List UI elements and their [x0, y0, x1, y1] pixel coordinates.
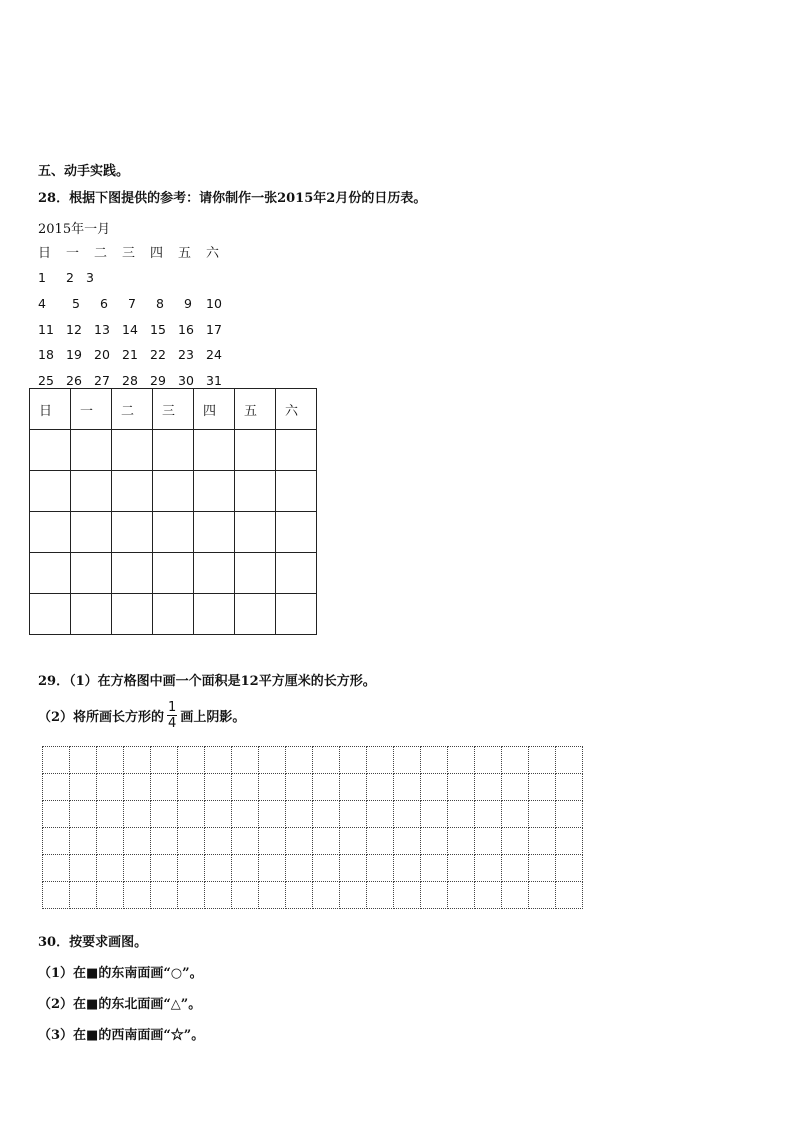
grid-cell [286, 747, 313, 774]
grid-cell [475, 855, 502, 882]
reference-day: 10 [206, 296, 222, 311]
reference-day: 31 [206, 373, 222, 388]
grid-cell [448, 828, 475, 855]
calendar-blank-cell [112, 594, 153, 635]
fraction-numerator: 1 [168, 699, 177, 715]
reference-day: 17 [206, 322, 222, 337]
calendar-blank-cell [112, 553, 153, 594]
reference-day: 23 [178, 347, 194, 362]
question-29-part2-after: 画上阴影。 [180, 709, 246, 725]
grid-cell [394, 747, 421, 774]
reference-day: 26 [66, 373, 82, 388]
grid-cell [475, 828, 502, 855]
grid-cell [394, 801, 421, 828]
reference-day: 8 [156, 296, 164, 311]
calendar-blank-cell [153, 471, 194, 512]
blank-calendar-table [29, 388, 317, 635]
grid-cell [529, 855, 556, 882]
grid-cell [448, 774, 475, 801]
reference-day: 15 [150, 322, 166, 337]
grid-cell [151, 855, 178, 882]
grid-cell [313, 801, 340, 828]
grid-cell [43, 855, 70, 882]
calendar-blank-cell [112, 430, 153, 471]
grid-cell [475, 747, 502, 774]
grid-cell [421, 855, 448, 882]
calendar-weekday-header: 六 [276, 389, 317, 430]
grid-cell [340, 828, 367, 855]
calendar-blank-cell [276, 512, 317, 553]
calendar-blank-row [30, 430, 317, 471]
grid-cell [259, 882, 286, 909]
reference-day: 13 [94, 322, 110, 337]
grid-cell [43, 801, 70, 828]
grid-cell [421, 747, 448, 774]
grid-cell [340, 882, 367, 909]
reference-day: 3 [86, 270, 94, 285]
grid-cell [124, 801, 151, 828]
grid-row [43, 882, 583, 909]
grid-cell [394, 774, 421, 801]
calendar-blank-cell [235, 553, 276, 594]
section-title: 五、动手实践。 [38, 164, 130, 179]
calendar-blank-cell [153, 594, 194, 635]
reference-weekday: 三 [122, 246, 136, 261]
calendar-blank-cell [194, 553, 235, 594]
calendar-weekday-header: 四 [194, 389, 235, 430]
question-29-part2 [38, 695, 245, 735]
reference-day: 5 [72, 296, 80, 311]
reference-day: 19 [66, 347, 82, 362]
grid-cell [448, 882, 475, 909]
reference-weekday: 五 [178, 246, 192, 261]
reference-day: 27 [94, 373, 110, 388]
reference-day: 30 [178, 373, 194, 388]
reference-day: 29 [150, 373, 166, 388]
calendar-blank-cell [194, 471, 235, 512]
grid-cell [286, 801, 313, 828]
reference-day: 9 [184, 296, 192, 311]
grid-row [43, 801, 583, 828]
grid-cell [70, 801, 97, 828]
fraction-one-quarter [167, 700, 177, 731]
grid-cell [286, 855, 313, 882]
grid-cell [178, 882, 205, 909]
grid-cell [259, 747, 286, 774]
square-grid [42, 746, 583, 909]
grid-cell [151, 828, 178, 855]
grid-cell [502, 882, 529, 909]
grid-cell [205, 855, 232, 882]
calendar-blank-cell [30, 471, 71, 512]
grid-cell [556, 774, 583, 801]
grid-cell [340, 855, 367, 882]
calendar-weekday-header: 五 [235, 389, 276, 430]
grid-cell [340, 801, 367, 828]
grid-cell [124, 747, 151, 774]
calendar-blank-cell [235, 430, 276, 471]
grid-cell [556, 882, 583, 909]
calendar-weekday-header: 二 [112, 389, 153, 430]
reference-day: 16 [178, 322, 194, 337]
calendar-blank-cell [235, 512, 276, 553]
grid-cell [205, 882, 232, 909]
grid-cell [529, 801, 556, 828]
grid-cell [529, 774, 556, 801]
question-30-item-2: （2）在■的东北面画“△”。 [38, 997, 202, 1012]
grid-cell [529, 747, 556, 774]
grid-cell [421, 801, 448, 828]
grid-cell [556, 828, 583, 855]
grid-cell [556, 747, 583, 774]
calendar-blank-cell [276, 594, 317, 635]
grid-cell [70, 774, 97, 801]
grid-cell [556, 801, 583, 828]
calendar-blank-row [30, 471, 317, 512]
grid-cell [151, 801, 178, 828]
calendar-blank-cell [276, 430, 317, 471]
grid-cell [70, 882, 97, 909]
grid-cell [367, 801, 394, 828]
grid-cell [70, 855, 97, 882]
reference-calendar-title: 2015年一月 [38, 222, 111, 237]
reference-day: 2 [66, 270, 74, 285]
grid-cell [97, 774, 124, 801]
grid-cell [313, 855, 340, 882]
calendar-blank-cell [30, 512, 71, 553]
grid-cell [502, 747, 529, 774]
calendar-blank-cell [194, 430, 235, 471]
grid-cell [43, 774, 70, 801]
grid-cell [502, 828, 529, 855]
grid-cell [97, 855, 124, 882]
grid-cell [394, 828, 421, 855]
calendar-blank-cell [30, 430, 71, 471]
calendar-blank-row [30, 512, 317, 553]
grid-cell [232, 747, 259, 774]
grid-cell [70, 828, 97, 855]
fraction-denominator: 4 [168, 715, 177, 731]
grid-cell [124, 855, 151, 882]
grid-cell [529, 828, 556, 855]
grid-cell [340, 774, 367, 801]
grid-cell [97, 747, 124, 774]
calendar-blank-cell [276, 471, 317, 512]
calendar-blank-cell [235, 594, 276, 635]
calendar-header-row [30, 389, 317, 430]
reference-day: 14 [122, 322, 138, 337]
grid-cell [286, 882, 313, 909]
grid-cell [556, 855, 583, 882]
grid-cell [124, 882, 151, 909]
grid-cell [475, 801, 502, 828]
grid-cell [313, 882, 340, 909]
grid-cell [448, 855, 475, 882]
reference-day: 12 [66, 322, 82, 337]
calendar-blank-cell [71, 594, 112, 635]
question-30-item-3: （3）在■的西南面画“☆”。 [38, 1028, 205, 1043]
grid-cell [97, 801, 124, 828]
grid-cell [367, 774, 394, 801]
reference-day: 24 [206, 347, 222, 362]
grid-cell [286, 774, 313, 801]
grid-cell [205, 774, 232, 801]
reference-day: 28 [122, 373, 138, 388]
grid-cell [475, 882, 502, 909]
calendar-blank-cell [235, 471, 276, 512]
reference-day: 20 [94, 347, 110, 362]
grid-cell [43, 828, 70, 855]
question-28-text: 28．根据下图提供的参考：请你制作一张2015年2月份的日历表。 [38, 191, 427, 206]
reference-day: 1 [38, 270, 46, 285]
grid-cell [394, 882, 421, 909]
reference-weekday: 日 [38, 246, 52, 261]
square-grid-body [43, 747, 583, 909]
grid-cell [286, 828, 313, 855]
grid-cell [448, 801, 475, 828]
question-29-part1: 29．（1）在方格图中画一个面积是12平方厘米的长方形。 [38, 674, 376, 689]
grid-cell [232, 828, 259, 855]
grid-cell [502, 801, 529, 828]
grid-row [43, 747, 583, 774]
grid-cell [232, 774, 259, 801]
reference-weekday: 四 [150, 246, 164, 261]
calendar-blank-cell [30, 594, 71, 635]
grid-cell [313, 747, 340, 774]
grid-cell [259, 828, 286, 855]
grid-cell [151, 882, 178, 909]
reference-weekday: 二 [94, 246, 108, 261]
calendar-blank-cell [71, 512, 112, 553]
grid-cell [70, 747, 97, 774]
question-30-item-1: （1）在■的东南面画“○”。 [38, 966, 203, 981]
reference-weekday: 六 [206, 246, 220, 261]
grid-cell [367, 747, 394, 774]
grid-cell [232, 801, 259, 828]
reference-day: 11 [38, 322, 54, 337]
grid-cell [97, 828, 124, 855]
reference-weekday: 一 [66, 246, 80, 261]
reference-day: 6 [100, 296, 108, 311]
calendar-blank-cell [71, 553, 112, 594]
grid-cell [178, 828, 205, 855]
grid-cell [97, 882, 124, 909]
calendar-blank-cell [153, 430, 194, 471]
grid-cell [178, 747, 205, 774]
calendar-blank-row [30, 553, 317, 594]
grid-cell [421, 774, 448, 801]
grid-cell [259, 855, 286, 882]
reference-day: 18 [38, 347, 54, 362]
calendar-blank-cell [30, 553, 71, 594]
calendar-blank-cell [71, 471, 112, 512]
question-30-title: 30．按要求画图。 [38, 935, 148, 950]
grid-cell [394, 855, 421, 882]
grid-cell [205, 801, 232, 828]
reference-day: 4 [38, 296, 46, 311]
calendar-weekday-header: 一 [71, 389, 112, 430]
grid-cell [529, 882, 556, 909]
calendar-blank-cell [194, 512, 235, 553]
calendar-blank-cell [71, 430, 112, 471]
grid-cell [151, 747, 178, 774]
calendar-blank-cell [194, 594, 235, 635]
grid-cell [367, 828, 394, 855]
grid-cell [259, 774, 286, 801]
grid-cell [151, 774, 178, 801]
reference-day: 7 [128, 296, 136, 311]
grid-cell [178, 774, 205, 801]
calendar-blank-cell [112, 512, 153, 553]
grid-cell [124, 828, 151, 855]
grid-cell [475, 774, 502, 801]
calendar-blank-cell [112, 471, 153, 512]
grid-cell [178, 855, 205, 882]
grid-cell [124, 774, 151, 801]
calendar-weekday-header: 日 [30, 389, 71, 430]
question-29-part2-before: （2）将所画长方形的 [38, 709, 165, 725]
grid-cell [43, 882, 70, 909]
grid-cell [421, 828, 448, 855]
grid-cell [43, 747, 70, 774]
grid-cell [178, 801, 205, 828]
grid-cell [232, 882, 259, 909]
grid-cell [448, 747, 475, 774]
reference-day: 25 [38, 373, 54, 388]
reference-day: 22 [150, 347, 166, 362]
calendar-blank-cell [153, 553, 194, 594]
calendar-blank-row [30, 594, 317, 635]
grid-cell [313, 774, 340, 801]
calendar-blank-cell [276, 553, 317, 594]
grid-cell [205, 828, 232, 855]
grid-cell [259, 801, 286, 828]
grid-cell [232, 855, 259, 882]
grid-cell [421, 882, 448, 909]
grid-cell [340, 747, 367, 774]
grid-cell [367, 855, 394, 882]
grid-cell [313, 828, 340, 855]
grid-cell [205, 747, 232, 774]
grid-cell [502, 774, 529, 801]
grid-cell [502, 855, 529, 882]
calendar-blank-cell [153, 512, 194, 553]
grid-cell [367, 882, 394, 909]
grid-row [43, 774, 583, 801]
calendar-weekday-header: 三 [153, 389, 194, 430]
grid-row [43, 828, 583, 855]
reference-day: 21 [122, 347, 138, 362]
grid-row [43, 855, 583, 882]
